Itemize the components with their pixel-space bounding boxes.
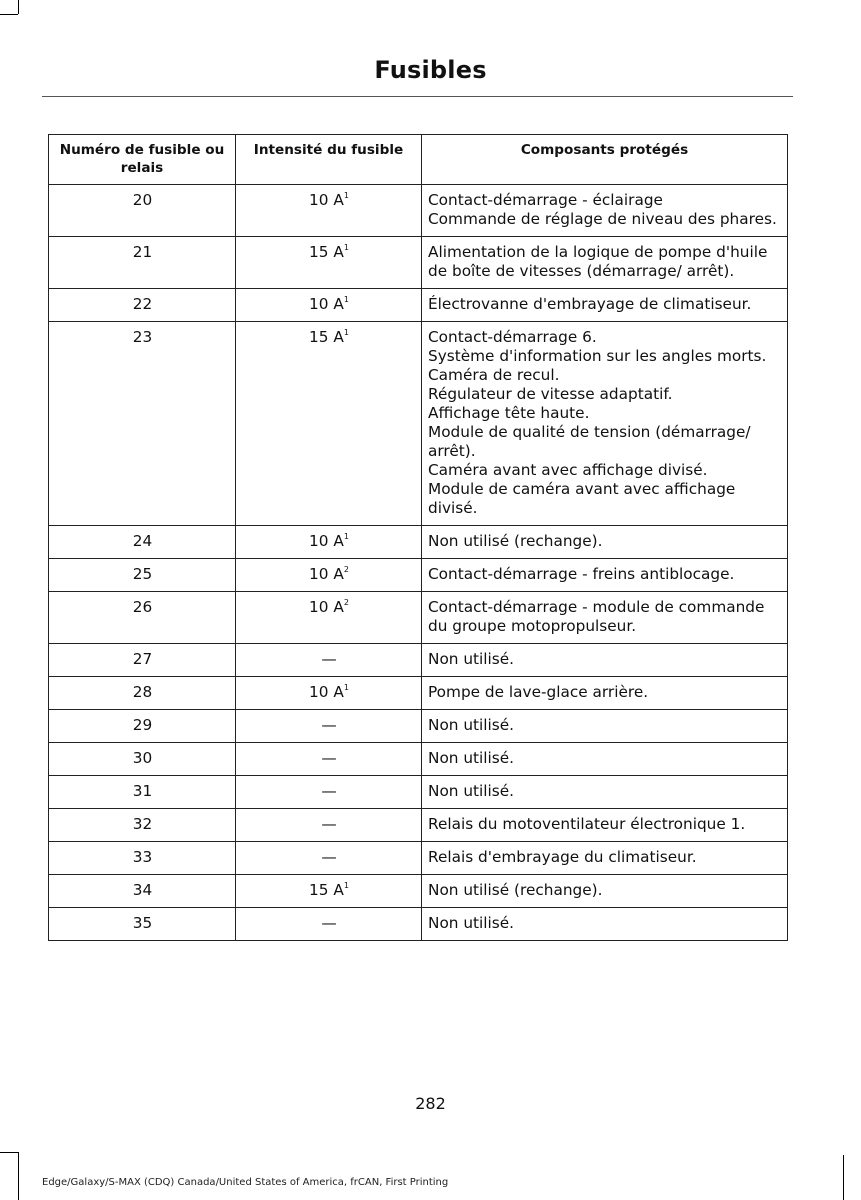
protected-components: [422, 809, 788, 842]
fuse-number: 30: [49, 743, 236, 776]
fuse-number: 31: [49, 776, 236, 809]
component-line: Contact-démarrage - éclairage: [428, 191, 663, 209]
fuse-number: 33: [49, 842, 236, 875]
protected-components: [422, 842, 788, 875]
fuse-rating: [236, 237, 422, 289]
fuse-number: 34: [49, 875, 236, 908]
fuse-rating-value: 15 A: [309, 881, 344, 899]
fuse-number: 21: [49, 237, 236, 289]
table-row: [49, 875, 788, 908]
fuse-rating-value: 10 A: [309, 532, 344, 550]
fuse-rating: [236, 776, 422, 809]
fuse-rating-value: 15 A: [309, 328, 344, 346]
fuse-rating-value: —: [321, 848, 337, 866]
protected-components: [422, 322, 788, 526]
component-line: Non utilisé (rechange).: [428, 532, 603, 550]
footnote-marker: 1: [343, 683, 349, 692]
table-body: [49, 185, 788, 941]
component-line: Non utilisé.: [428, 782, 515, 800]
table-row: [49, 559, 788, 592]
fuse-number: 20: [49, 185, 236, 237]
fuse-number: 27: [49, 644, 236, 677]
fuse-rating: [236, 908, 422, 941]
component-line: Régulateur de vitesse adaptatif.: [428, 385, 673, 403]
fuse-rating-value: 15 A: [309, 243, 344, 261]
fuse-rating-value: —: [321, 716, 337, 734]
component-line: Commande de réglage de niveau des phares.: [428, 210, 777, 228]
table-row: [49, 185, 788, 237]
protected-components: [422, 776, 788, 809]
fuse-rating-value: 10 A: [309, 598, 344, 616]
table-row: [49, 809, 788, 842]
footnote-marker: 1: [343, 243, 349, 252]
fuse-number: 22: [49, 289, 236, 322]
component-line: Non utilisé.: [428, 716, 515, 734]
footnote-marker: 1: [343, 295, 349, 304]
footnote-marker: 1: [343, 191, 349, 200]
crop-mark-bottom-right-v: [843, 1155, 844, 1200]
crop-mark-bottom-left-h: [0, 1152, 18, 1153]
table-row: [49, 644, 788, 677]
table-row: [49, 592, 788, 644]
component-line: Non utilisé.: [428, 749, 515, 767]
footnote-marker: 1: [343, 328, 349, 337]
table-row: [49, 743, 788, 776]
fuse-number: 26: [49, 592, 236, 644]
table-row: [49, 526, 788, 559]
fuse-rating: [236, 842, 422, 875]
page-number: 282: [415, 1094, 446, 1113]
fuse-rating: [236, 289, 422, 322]
protected-components: [422, 644, 788, 677]
footnote-marker: 2: [343, 598, 349, 607]
fuse-rating-value: 10 A: [309, 191, 344, 209]
header-fuse-number: Numéro de fusible ou relais: [49, 135, 236, 185]
fuse-rating-value: 10 A: [309, 295, 344, 313]
table-row: [49, 289, 788, 322]
fuse-rating-value: —: [321, 650, 337, 668]
component-line: Caméra avant avec affichage divisé.: [428, 461, 708, 479]
table-row: [49, 237, 788, 289]
fuse-rating: [236, 559, 422, 592]
title-divider: [42, 96, 793, 97]
fuse-rating: [236, 185, 422, 237]
footnote-marker: 1: [343, 881, 349, 890]
fuse-rating: [236, 644, 422, 677]
fuse-rating: [236, 809, 422, 842]
component-line: Pompe de lave-glace arrière.: [428, 683, 649, 701]
protected-components: [422, 710, 788, 743]
table-row: [49, 710, 788, 743]
protected-components: [422, 677, 788, 710]
fuse-number: 29: [49, 710, 236, 743]
fuse-rating: [236, 743, 422, 776]
component-line: Alimentation de la logique de pompe d'huile de boîte de vitesses (démarrage/ arrêt).: [428, 243, 768, 280]
fuse-number: 35: [49, 908, 236, 941]
fuse-rating-value: —: [321, 782, 337, 800]
protected-components: [422, 559, 788, 592]
fuse-number: 23: [49, 322, 236, 526]
component-line: Non utilisé (rechange).: [428, 881, 603, 899]
fuse-number: 32: [49, 809, 236, 842]
fuse-rating: [236, 526, 422, 559]
fuse-number: 25: [49, 559, 236, 592]
fuse-rating-value: —: [321, 914, 337, 932]
protected-components: [422, 185, 788, 237]
table-row: [49, 322, 788, 526]
protected-components: [422, 875, 788, 908]
component-line: Module de qualité de tension (démarrage/ arrêt).: [428, 423, 751, 460]
table-row: [49, 677, 788, 710]
crop-mark-top-left-v: [18, 0, 19, 14]
protected-components: [422, 526, 788, 559]
protected-components: [422, 592, 788, 644]
table-row: [49, 842, 788, 875]
component-line: Non utilisé.: [428, 650, 515, 668]
component-line: Non utilisé.: [428, 914, 515, 932]
header-protected-components: Composants protégés: [422, 135, 788, 185]
component-line: Relais du motoventilateur électronique 1.: [428, 815, 746, 833]
table-header-row: [49, 135, 788, 185]
crop-mark-top-left-h: [0, 14, 18, 15]
protected-components: [422, 908, 788, 941]
fuse-rating-value: —: [321, 749, 337, 767]
fuse-rating: [236, 592, 422, 644]
component-line: Affichage tête haute.: [428, 404, 590, 422]
table-row: [49, 908, 788, 941]
protected-components: [422, 289, 788, 322]
fuse-rating: [236, 322, 422, 526]
fuse-rating-value: 10 A: [309, 683, 344, 701]
fuse-number: 28: [49, 677, 236, 710]
component-line: Module de caméra avant avec affichage divisé.: [428, 480, 736, 517]
protected-components: [422, 237, 788, 289]
footnote-marker: 1: [343, 532, 349, 541]
footnote-marker: 2: [343, 565, 349, 574]
fuse-number: 24: [49, 526, 236, 559]
table-row: [49, 776, 788, 809]
component-line: Caméra de recul.: [428, 366, 560, 384]
crop-mark-bottom-left-v: [18, 1152, 19, 1200]
component-line: Système d'information sur les angles morts.: [428, 347, 767, 365]
header-fuse-rating: Intensité du fusible: [236, 135, 422, 185]
protected-components: [422, 743, 788, 776]
fuse-rating: [236, 710, 422, 743]
footer-text: Edge/Galaxy/S-MAX (CDQ) Canada/United States of America, frCAN, First Printing: [42, 1177, 449, 1188]
page-title: Fusibles: [374, 56, 487, 84]
component-line: Contact-démarrage 6.: [428, 328, 597, 346]
fuse-rating: [236, 875, 422, 908]
fuse-table: [48, 134, 788, 941]
fuse-rating-value: —: [321, 815, 337, 833]
component-line: Contact-démarrage - module de commande du groupe motopropulseur.: [428, 598, 765, 635]
fuse-rating: [236, 677, 422, 710]
fuse-rating-value: 10 A: [309, 565, 344, 583]
component-line: Contact-démarrage - freins antiblocage.: [428, 565, 735, 583]
component-line: Relais d'embrayage du climatiseur.: [428, 848, 697, 866]
component-line: Électrovanne d'embrayage de climatiseur.: [428, 295, 752, 313]
